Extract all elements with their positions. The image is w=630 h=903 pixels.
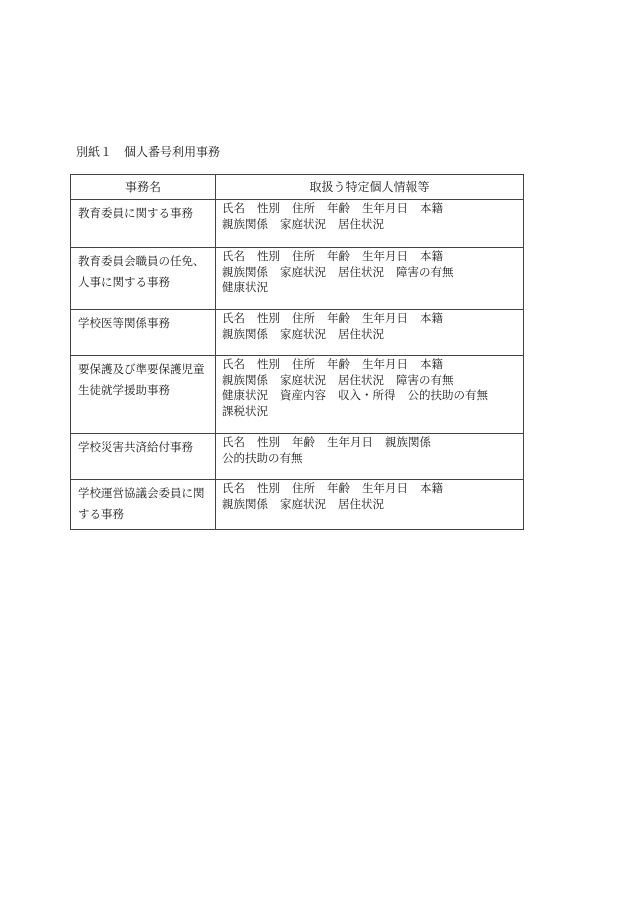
page-heading: 別紙１ 個人番号利用事務: [76, 145, 221, 159]
info-line: [222, 435, 519, 451]
info-line: [222, 249, 519, 265]
info-item: 年齢: [327, 357, 350, 371]
table-row: [71, 434, 524, 480]
handled-info-cell: [216, 356, 524, 434]
table-row: [71, 248, 524, 310]
task-name-cell: 学校医等関係事務: [71, 310, 216, 356]
info-item: 性別: [257, 201, 280, 215]
info-item: 性別: [257, 357, 280, 371]
table-row: [71, 480, 524, 530]
task-name-cell: 教育委員に関する事務: [71, 200, 216, 248]
info-item: 家庭状況: [280, 372, 326, 387]
info-item: 生年月日: [362, 311, 408, 325]
info-item: 親族関係: [385, 435, 431, 449]
info-line: [222, 404, 519, 420]
info-item: 健康状況: [222, 388, 268, 402]
info-item: 氏名: [222, 249, 245, 263]
info-item: 生年月日: [362, 249, 408, 263]
info-item: 氏名: [222, 201, 245, 215]
info-item: 生年月日: [362, 481, 408, 495]
table-row: [71, 310, 524, 356]
table-row: [71, 200, 524, 248]
info-item: 親族関係: [222, 372, 268, 387]
info-item: 氏名: [222, 311, 245, 325]
info-item: 居住状況: [338, 372, 384, 387]
info-item: 氏名: [222, 435, 245, 449]
info-item: 家庭状況: [280, 326, 326, 341]
info-line: [222, 357, 519, 373]
handled-info-cell: [216, 248, 524, 310]
info-item: 居住状況: [338, 496, 384, 511]
info-line: [222, 481, 519, 497]
handled-info-cell: [216, 434, 524, 480]
table-header-row: [71, 175, 524, 200]
handled-info-cell: [216, 200, 524, 248]
info-item: 親族関係: [222, 264, 268, 279]
info-item: 居住状況: [338, 216, 384, 231]
info-line: [222, 280, 519, 296]
info-item: 性別: [257, 481, 280, 495]
info-item: 居住状況: [338, 326, 384, 341]
info-item: 資産内容: [280, 388, 326, 402]
info-line: [222, 451, 519, 467]
info-item: 公的扶助の有無: [407, 388, 488, 402]
info-item: 健康状況: [222, 280, 268, 294]
info-item: 居住状況: [338, 264, 384, 279]
info-item: 本籍: [420, 357, 443, 371]
info-item: 年齢: [327, 201, 350, 215]
info-item: 家庭状況: [280, 496, 326, 511]
info-item: 本籍: [420, 311, 443, 325]
header-handled-info: 取扱う特定個人情報等: [216, 175, 524, 200]
info-line: [222, 497, 519, 513]
task-name-cell: 教育委員会職員の任免、人事に関する事務: [71, 248, 216, 310]
info-item: 生年月日: [362, 201, 408, 215]
handled-info-cell: [216, 480, 524, 530]
table-body: [71, 200, 524, 530]
info-item: 親族関係: [222, 496, 268, 511]
task-name-cell: 学校災害共済給付事務: [71, 434, 216, 480]
header-task-name: 事務名: [71, 175, 216, 200]
info-item: 課税状況: [222, 403, 268, 418]
info-item: 性別: [257, 311, 280, 325]
info-line: [222, 388, 519, 404]
info-item: 親族関係: [222, 216, 268, 231]
info-item: 収入・所得: [338, 388, 396, 402]
info-item: 家庭状況: [280, 264, 326, 279]
info-line: [222, 265, 519, 281]
table-row: [71, 356, 524, 434]
task-name-cell: 要保護及び準要保護児童生徒就学援助事務: [71, 356, 216, 434]
handled-info-cell: [216, 310, 524, 356]
info-line: [222, 373, 519, 389]
info-item: 住所: [292, 481, 315, 495]
info-item: 住所: [292, 311, 315, 325]
info-item: 住所: [292, 357, 315, 371]
task-name-cell: 学校運営協議会委員に関する事務: [71, 480, 216, 530]
info-item: 障害の有無: [396, 372, 454, 387]
info-item: 本籍: [420, 481, 443, 495]
info-item: 住所: [292, 201, 315, 215]
info-line: [222, 311, 519, 327]
info-item: 生年月日: [327, 435, 373, 449]
info-line: [222, 217, 519, 233]
info-item: 性別: [257, 435, 280, 449]
info-line: [222, 327, 519, 343]
info-item: 本籍: [420, 249, 443, 263]
info-item: 性別: [257, 249, 280, 263]
info-item: 生年月日: [362, 357, 408, 371]
info-item: 氏名: [222, 481, 245, 495]
info-item: 年齢: [327, 249, 350, 263]
info-item: 住所: [292, 249, 315, 263]
info-item: 障害の有無: [396, 264, 454, 279]
info-item: 年齢: [327, 311, 350, 325]
info-item: 家庭状況: [280, 216, 326, 231]
info-item: 本籍: [420, 201, 443, 215]
info-item: 年齢: [292, 435, 315, 449]
info-item: 公的扶助の有無: [222, 450, 303, 465]
info-item: 年齢: [327, 481, 350, 495]
info-item: 親族関係: [222, 326, 268, 341]
info-line: [222, 201, 519, 217]
personal-number-tasks-table: [70, 174, 524, 530]
info-item: 氏名: [222, 357, 245, 371]
